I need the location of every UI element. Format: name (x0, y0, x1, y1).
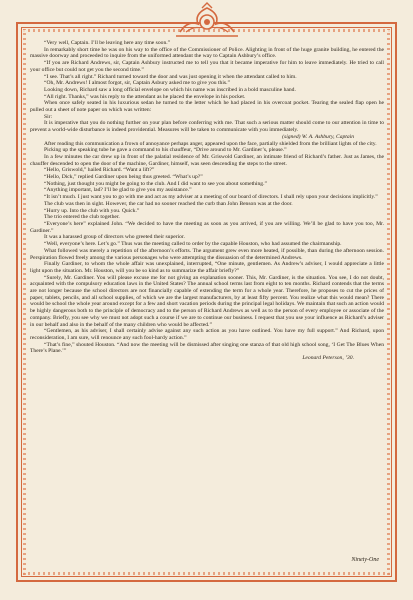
paragraph: After reading this communication a frown of annoyance perhaps anger, appeared upon the face, partially shielded from the brilliant lights of the city. (44, 140, 377, 147)
letter-salutation: Sir: (44, 113, 53, 120)
paragraph: “If you are Richard Andrews, sir, Captain Ashbury instructed me to tell you that it became imperative for him to leave immediately. He tried to call your office but could not get you the second time.” (30, 60, 384, 73)
border-hatch-right (387, 29, 390, 575)
paragraph: It was a harassed group of directors who greeted their superior. (44, 234, 185, 241)
paragraph: Finally Gardiner, to whom the whole affair was unexplained, interrupted, “One minute, gentlemen. As Andrew’s adviser, I would appreciate a little light upon the situation. Mr. Houston, will you be so kind as to summarize the affair briefly?” (30, 261, 384, 274)
paragraph: “Oh, Mr. Andrews! I almost forgot, sir, Captain Asbury asked me to give you this.” (44, 80, 230, 87)
story-text (30, 40, 384, 560)
page-number: Ninety-One (351, 557, 379, 563)
paragraph: “Anything important, lad? I’ll be glad to give you my assistance.” (44, 187, 192, 194)
paragraph: “Hurry up. Into the club with you. Quick.” (44, 207, 140, 214)
letter-signature: (signed) W. A. Ashbury, Captain (282, 133, 354, 140)
paragraph: When once safely seated in his luxurious sedan he turned to the letter which he had placed in his overcoat pocket. Tearing the sealed flap open he pulled out a sheet of note paper on which was written: (30, 100, 384, 114)
crest-ornament-icon (176, 2, 238, 38)
paragraph: Looking down, Richard saw a long official envelope on which his name was inscribed in a bold masculine hand. (44, 86, 296, 93)
paragraph: In remarkably short time he was on his way to the office of the Commissioner of Police. Alighting in front of the huge granite building, he entered the massive doorway and proceeded to inquire from the uniformed attendant the way to Captain Ashbury’s office. (30, 46, 384, 60)
paragraph: “Very well, Captain. I’ll be leaving here any time soon.” (44, 40, 171, 46)
paragraph: “It isn’t much. I just want you to go with me and act as my adviser at a meeting of our board of directors. I shall rely upon your decisions implicitly.” (44, 194, 378, 201)
paragraph: “That’s fine,” shouted Houston. “And now the meeting will be dismissed after singing one stanza of that old high school song, ‘I Get The Blues When There’s Plane.’” (30, 341, 384, 355)
paragraph: What followed was merely a repetition of the afternoon’s efforts. The argument grew even more heated, if possible, than during the afternoon session. Perspiration flowed freely among the various personages who were attempting the dissuasion of the determined Andrews. (30, 247, 384, 261)
paragraph: “Everyone’s here” explained John. “We decided to have the meeting as soon as you arrived, if you are willing. We’ll be glad to have you too, Mr. Gardiner.” (30, 220, 384, 234)
paragraph: “Surely, Mr. Gardiner. You will please excuse me for not giving an explanation sooner. This, Mr. Gardiner, is the situation. You see, I do not doubt, acquainted with the compulsory education laws in the United States? The annual school terms last from eight to ten months. Richard contends that the terms are not longer because the school directors are not financially capable of extending the term for a whole year. Therefore, he proposes to cut the prices of paper, tablets, pencils, and all school supplies, of which we are the largest manufacturers, by at least fifty percent. You realize what this would mean? There would be school the whole year around except for a few and short vacation periods during the principal legal holidays. We maintain that such an action would be highly dangerous both to the principle of democracy and to the person of Richard Andrews as well as to the person of every employee or associate of the company. Briefly, you see why we must not adopt such a course if we are to continue our business. I request that you use your influence as Richard’s adviser in our behalf and also in the behalf of the many children who would be affected.” (30, 274, 384, 328)
paragraph: The trio entered the club together. (44, 214, 120, 221)
paragraph: “Nothing, just thought you might be going to the club. And I did want to see you about something.” (44, 180, 267, 187)
paragraph: The club was then in sight. However, the car had no sooner reached the curb than John Benson was at the door. (44, 200, 293, 207)
border-hatch-bottom (23, 572, 390, 575)
paragraph: “Hello, Dick,” replied Gardiner upon being thus greeted. “What’s up?” (44, 174, 203, 181)
paragraph: “Gentlemen, as his adviser, I shall certainly advise against any such action as you have outlined. You have my full support.” And Richard, upon reconsideration, I am sure, will renounce any such fool-hardy action.” (30, 328, 384, 341)
paragraph: “Well, everyone’s here. Let’s go.” Thus was the meeting called to order by the capable Houston, who had assumed the chairmanship. (44, 241, 342, 248)
border-hatch-left (23, 29, 26, 575)
letter-body: It is imperative that you do nothing further on your plan before conferring with me. That such a serious matter should come to our attention in time to prevent a world-wide disturbance is indeed providential. Measures will be taken to communicate with you immediately. (30, 120, 384, 134)
paragraph: In a few minutes the car drew up in front of the palatial residence of Mr. Griswold Gardiner, an intimate friend of Richard’s father. Just as James, the chauffer descended to open the door of the machine, Gardiner, himself, was seen descending the steps to the street. (30, 153, 384, 167)
paragraph: “All right. Thanks,” was his reply to the attendant as he placed the envelope in his pocket. (44, 93, 246, 100)
paragraph: “I see. That’s all right.” Richard turned toward the door and was just opening it when the attendant called to him. (44, 73, 297, 80)
paragraph: “Hello, Griswold,” hailed Richard. “Want a lift?” (44, 167, 155, 174)
author-signature: Leonard Peterson, ’30. (302, 355, 354, 362)
paragraph: Picking up the speaking tube he gave a command to his chauffeur, “Drive around to Mr. Gardiner’s, please.” (44, 147, 287, 154)
